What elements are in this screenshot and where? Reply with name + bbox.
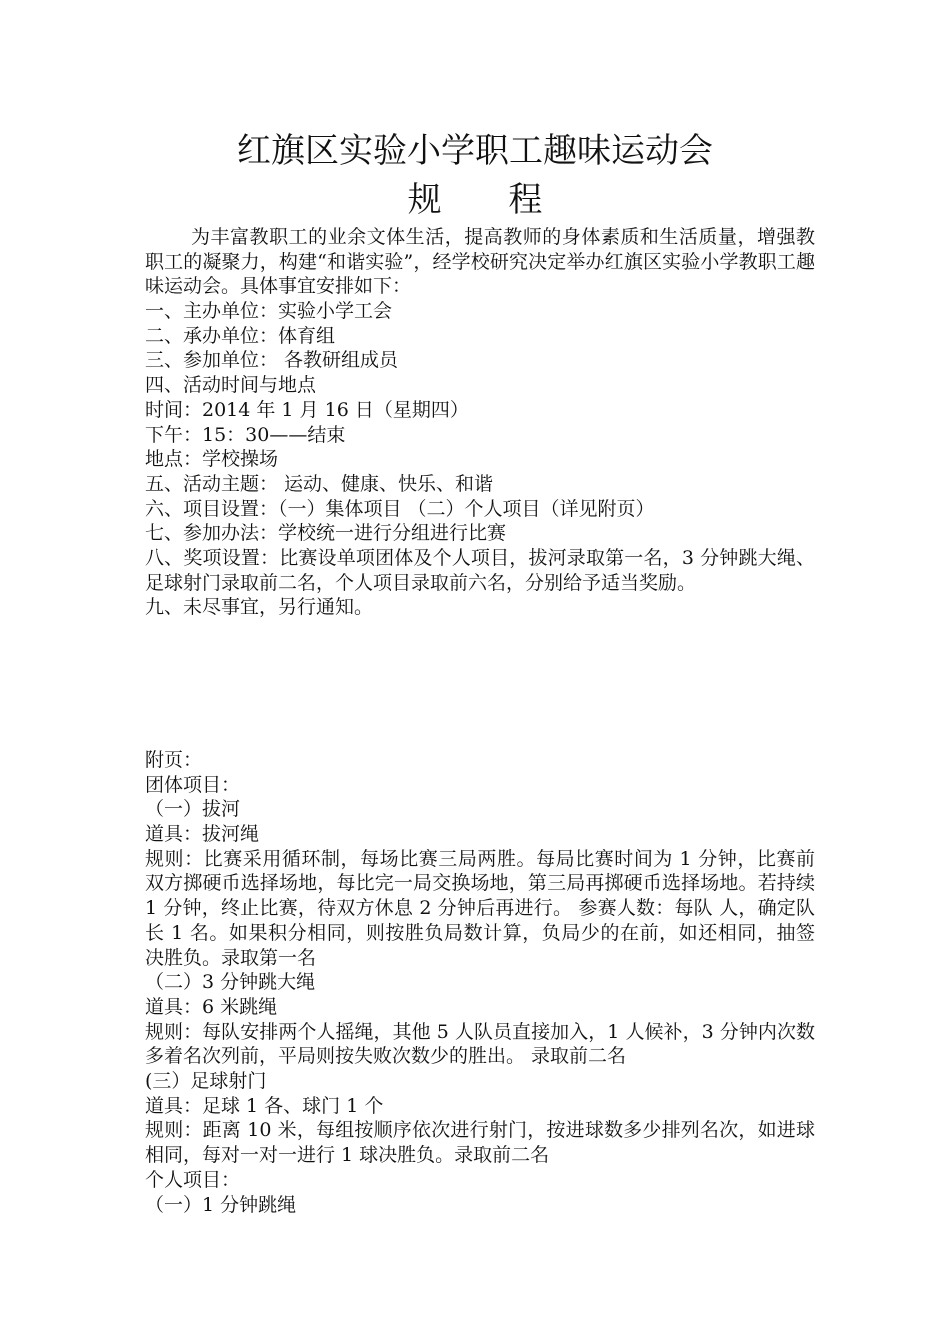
team-heading: 团体项目：	[145, 773, 241, 796]
appendix-heading: 附页：	[145, 749, 203, 771]
tug-equipment: 道具：拔河绳	[145, 823, 260, 846]
football-title: (三）足球射门	[145, 1070, 267, 1093]
item-method: 七、参加办法：学校统一进行分组进行比赛	[145, 522, 507, 545]
rope-title: （二）3 分钟跳大绳	[145, 971, 316, 994]
rope-equipment: 道具：6 米跳绳	[145, 995, 278, 1018]
football-equipment: 道具：足球 1 各、球门 1 个	[145, 1094, 384, 1117]
item-awards: 八、奖项设置：比赛设单项团体及个人项目，拔河录取第一名，3 分钟跳大绳、足球射门录取前二名，个人项目录取前六名，分别给予适当奖励。	[145, 546, 815, 594]
item-place: 地点：学校操场	[145, 448, 279, 471]
item-participants: 三、参加单位： 各教研组成员	[145, 349, 399, 372]
document-title: 红旗区实验小学职工趣味运动会	[237, 131, 713, 171]
item-theme: 五、活动主题： 运动、健康、快乐、和谐	[145, 472, 494, 495]
football-rules: 规则：距离 10 米，每组按顺序依次进行射门，按进球数多少排列名次，如进球相同，每对一对一进行 1 球决胜负。录取前二名	[145, 1119, 815, 1167]
jump-title: （一）1 分钟跳绳	[145, 1193, 297, 1216]
item-organizer: 一、主办单位：实验小学工会	[145, 300, 393, 323]
tug-title: （一）拔河	[145, 798, 241, 821]
item-events: 六、项目设置：（一）集体项目 （二）个人项目（详见附页）	[145, 497, 655, 520]
main-section	[145, 225, 815, 620]
document-subtitle: 规 程	[407, 180, 571, 220]
tug-rules: 规则：比赛采用循环制，每场比赛三局两胜。每局比赛时间为 1 分钟，比赛前双方掷硬币选择场地，每比完一局交换场地，第三局再掷硬币选择场地。若持续 1 分钟，终止比赛，待双方休息 2 分钟后再进行。 参赛人数：每队 人，确定队长 1 名。如果积分相同，则按胜负局数计算，负局少的在前，如还相同，抽签决胜负。录取第一名	[145, 847, 815, 969]
item-time-place: 四、活动时间与地点	[145, 374, 317, 397]
item-misc: 九、未尽事宜，另行通知。	[145, 596, 374, 619]
item-undertaker: 二、承办单位：体育组	[145, 324, 336, 347]
item-afternoon: 下午：15：30——结束	[145, 423, 346, 446]
item-time: 时间：2014 年 1 月 16 日（星期四）	[145, 398, 469, 421]
rope-rules: 规则：每队安排两个人摇绳，其他 5 人队员直接加入，1 人候补，3 分钟内次数多着名次列前，平局则按失败次数少的胜出。 录取前二名	[145, 1020, 815, 1068]
intro-paragraph: 为丰富教职工的业余文体生活，提高教师的身体素质和生活质量，增强教职工的凝聚力，构建“和谐实验”，经学校研究决定举办红旗区实验小学教职工趣味运动会。具体事宜安排如下：	[145, 226, 815, 298]
appendix-section	[145, 748, 815, 1217]
individual-heading: 个人项目：	[145, 1168, 241, 1191]
